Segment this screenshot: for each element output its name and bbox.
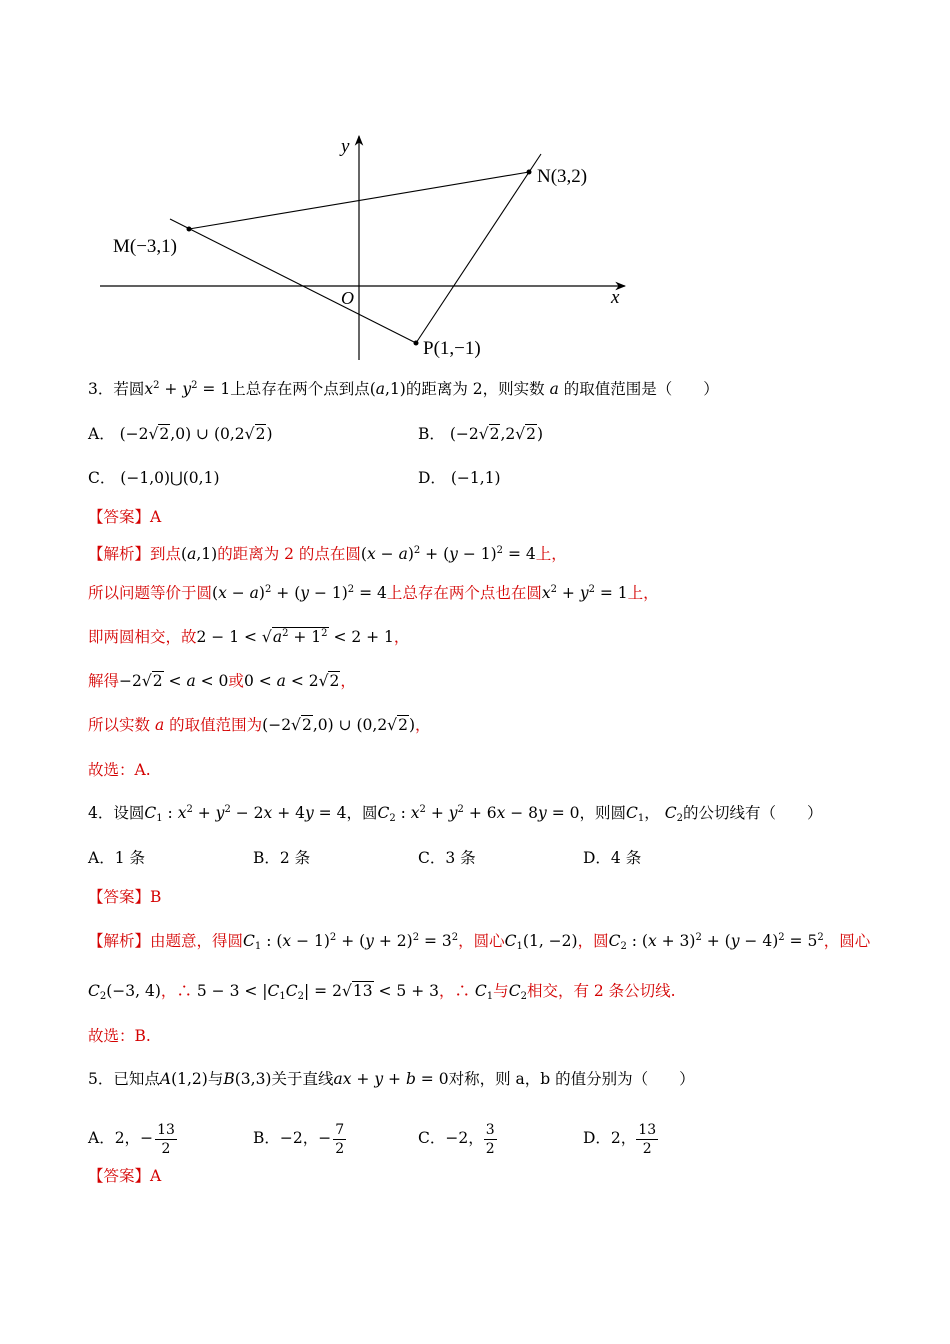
point-P (414, 341, 419, 346)
label-M: M(−3,1) (113, 236, 178, 257)
line-MP (170, 219, 416, 343)
line-PN (416, 154, 541, 343)
point-M (187, 227, 192, 232)
q3-analysis-4: 解得−2√2 < a < 0或0 < a < 2√2， (88, 672, 356, 690)
q3-option-c: C． (−1,0)⋃(0,1) (88, 469, 220, 487)
label-N: N(3,2) (537, 166, 588, 187)
q3-pick: 故选：A. (88, 761, 151, 779)
q5-option-c: C．−2， $\frac{3}{2}$ (418, 1121, 495, 1157)
q5-answer: 【答案】A (88, 1167, 162, 1185)
label-P: P(1,−1) (423, 338, 481, 359)
q3-analysis-2: 所以问题等价于圆$(x - a)^2 + (y - 1)^2 = 4$上总存在两个点也在圆$x^2 + y^2 = 1$上， (88, 584, 659, 602)
origin-label: O (341, 288, 354, 308)
q3-analysis-3: 即两圆相交，故$2 - 1 < √a^2 + 1^2 < 2 + 1$， (88, 628, 410, 646)
coordinate-figure (95, 130, 640, 365)
q5-stem: 5．已知点A(1,2)与B(3,3)关于直线ax + y + b = 0对称，则 a，b 的值分别为（ ） (88, 1070, 695, 1088)
q3-stem: 3．若圆$x^2 + y^2 = 1$上总存在两个点到点(a,1)的距离为 2，则实数 a 的取值范围是（ ） (88, 380, 719, 398)
q5-option-b: B．−2，− $\frac{7}{2}$ (253, 1121, 345, 1157)
q4-pick: 故选：B. (88, 1027, 151, 1045)
q4-option-a: A．1 条 (88, 849, 145, 867)
q3-analysis-1: 【解析】到点(a,1)的距离为 2 的点在圆$(x - a)^2 + (y - 1)^2 = 4$上， (88, 545, 567, 563)
q4-analysis-1: 【解析】由题意，得圆$C_1$ : $(x - 1)^2 + (y + 2)^2 = 3^2$，圆心$C_1(1$, −2)，圆$C_2$ : $(x + 3)^2 + (y - 4)^2 = 5^2$，圆心 (88, 932, 871, 952)
q4-option-d: D．4 条 (583, 849, 642, 867)
q3-option-b: B． (−2√2,2√2) (418, 425, 544, 443)
point-N (527, 170, 532, 175)
y-axis-label: y (341, 136, 350, 157)
q4-option-c: C．3 条 (418, 849, 476, 867)
q3-option-a: A． (−2√2,0) ∪ (0,2√2) (88, 425, 273, 443)
q5-option-a: A．2，− $\frac{13}{2}$ (88, 1121, 175, 1157)
x-axis-label: x (611, 287, 620, 308)
q5-option-d: D．2， $\frac{13}{2}$ (583, 1121, 657, 1157)
q3-option-d: D． (−1,1) (418, 469, 501, 487)
q4-stem: 4．设圆$C_1$ : $x^2 + y^2 - 2x + 4y = 4$，圆$C_2$ : $x^2 + y^2 + 6x - 8y = 0$，则圆$C_1$， $C_2$的公切线有（ ） (88, 804, 823, 824)
q3-answer: 【答案】A (88, 508, 162, 526)
q4-answer: 【答案】B (88, 888, 162, 906)
q4-option-b: B．2 条 (253, 849, 311, 867)
q3-analysis-5: 所以实数 a 的取值范围为(−2√2,0) ∪ (0,2√2)， (88, 716, 431, 734)
q4-analysis-2: $C_2(-3$, 4)，∴ $5 - 3 < |C_1C_2| = 2√13 < 5 + 3$，∴ $C_1$与$C_2$相交，有 2 条公切线. (88, 982, 676, 1002)
